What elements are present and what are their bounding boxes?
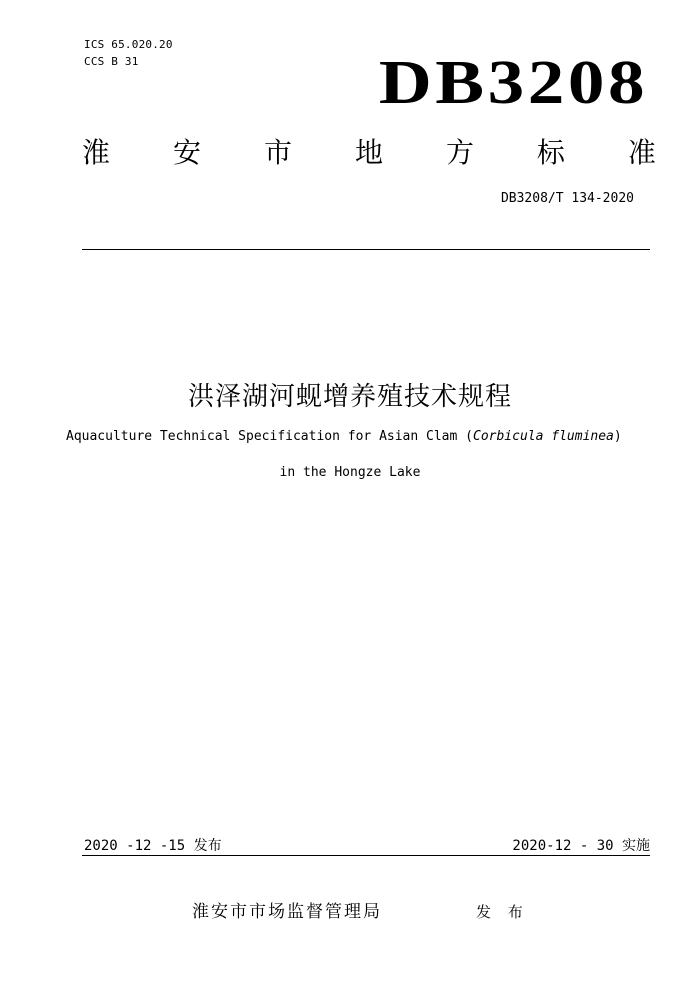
- document-title-english: [66, 428, 622, 446]
- title-char: 标: [536, 136, 565, 169]
- english-title-suffix: ): [613, 429, 622, 444]
- title-char: 市: [263, 136, 292, 169]
- title-char: 安: [172, 136, 201, 169]
- date-divider: [82, 855, 650, 856]
- document-title-chinese: 洪泽湖河蚬增养殖技术规程: [187, 382, 512, 412]
- standard-category-title: [82, 136, 656, 170]
- english-title-prefix: Aquaculture Technical Specification for Asian Clam (: [66, 429, 473, 444]
- publish-label: 发 布: [476, 903, 529, 921]
- title-char: 准: [627, 136, 656, 169]
- implementation-date: 2020-12 - 30 实施: [512, 838, 650, 854]
- species-name: Corbicula fluminea: [473, 429, 614, 444]
- title-char: 地: [354, 136, 383, 169]
- issue-date: 2020 -12 -15 发布: [84, 838, 222, 854]
- title-char: 方: [445, 136, 474, 169]
- ics-code: ICS 65.020.20: [84, 38, 173, 51]
- standard-number: DB3208/T 134-2020: [500, 191, 634, 206]
- header-divider: [82, 249, 650, 250]
- publisher-name: 淮安市市场监督管理局: [192, 902, 382, 922]
- ccs-code: CCS B 31: [84, 55, 139, 68]
- db-mark: DB3208: [378, 49, 648, 117]
- document-title-english-line2: in the Hongze Lake: [279, 465, 421, 480]
- title-char: 淮: [82, 136, 111, 169]
